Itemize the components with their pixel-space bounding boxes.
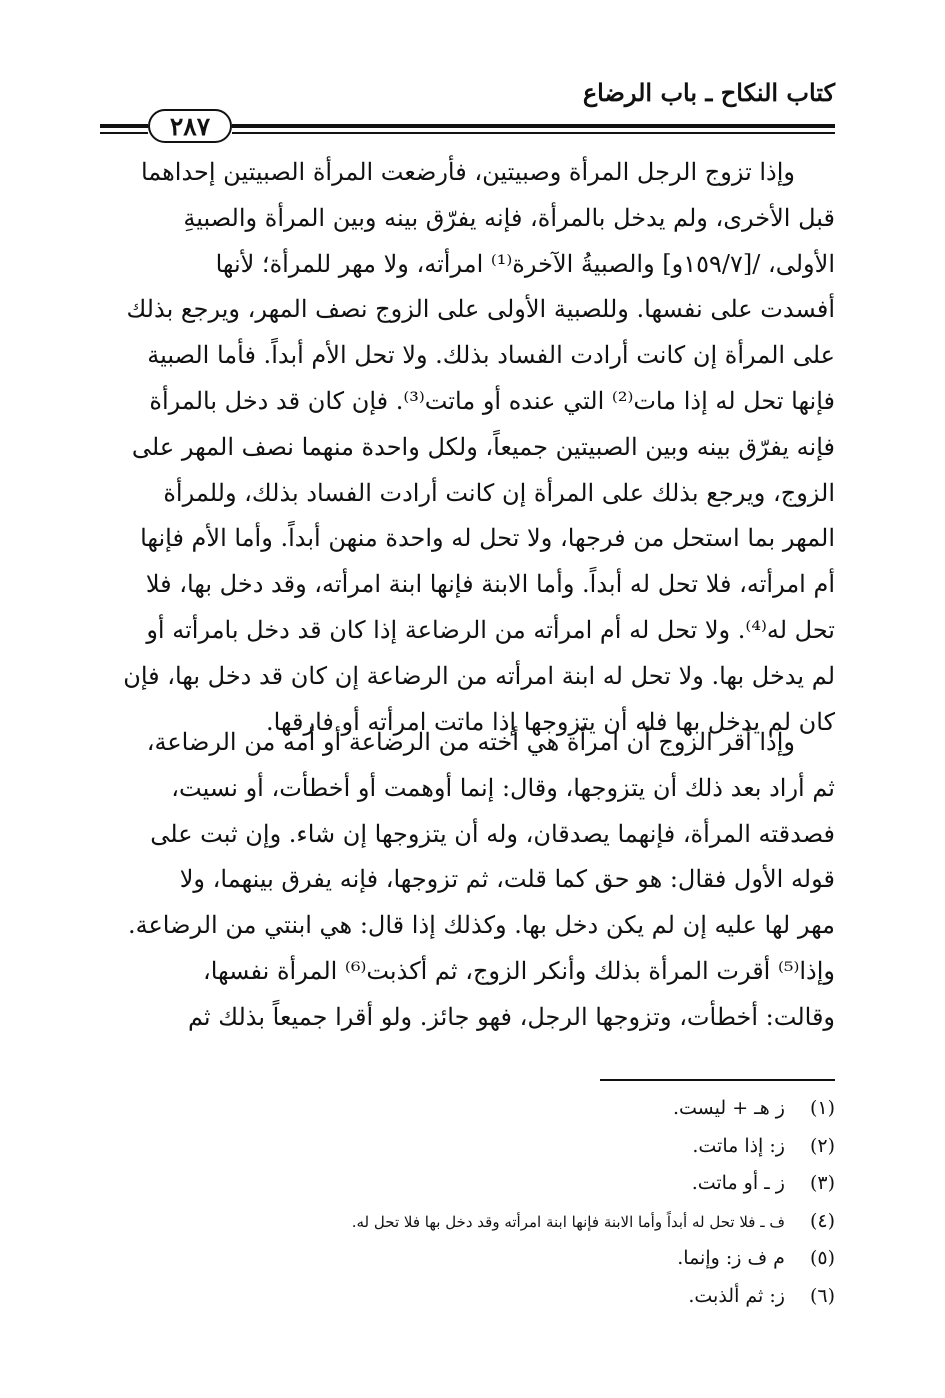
footnote-item [135, 1203, 835, 1241]
footnote-text: ز هـ + ليست. [672, 1097, 785, 1119]
text-line: أفسدت على نفسها. وللصبية الأولى على الزوج نصف المهر، ويرجع بذلك [126, 295, 835, 324]
footnote-separator [600, 1079, 835, 1081]
text-line: قبل الأخرى، ولم يدخل بالمرأة، فإنه يفرّق بينه وبين المرأة والصبيةِ [183, 203, 835, 232]
footnote-number: (١) [809, 1097, 835, 1119]
running-header: كتاب النكاح ـ باب الرضاع [582, 78, 835, 107]
text-line: مهر لها عليه إن لم يكن دخل بها. وكذلك إذا قال: هي ابنتي من الرضاعة. [127, 911, 835, 940]
text-line: فإنه يفرّق بينه وبين الصبيتين جميعاً، ولكل واحدة منهما نصف المهر على [131, 432, 835, 461]
footnote-item [135, 1090, 835, 1128]
header-rule-thin-left [100, 132, 148, 134]
footnote-number: (٣) [809, 1172, 835, 1194]
text-line: وقالت: أخطأت، وتزوجها الرجل، فهو جائز. ولو أقرا جميعاً بذلك ثم [187, 1002, 835, 1031]
text-line: كان لم يدخل بها فله أن يتزوجها إذا ماتت امرأته أو فارقها. [266, 707, 835, 736]
text-line: فإنها تحل له إذا مات⁽²⁾ التي عنده أو ماتت⁽³⁾. فإن كان قد دخل بالمرأة [149, 386, 835, 415]
paragraph-1 [100, 150, 835, 745]
text-line: وإذا أقر الزوج أن امرأة هي أخته من الرضاعة أو أمه من الرضاعة، [146, 728, 795, 756]
footnote-number: (٢) [809, 1134, 835, 1157]
page-number: ٢٨٧ [148, 109, 232, 143]
footnote-item [135, 1165, 835, 1203]
text-line: فصدقته المرأة، فإنهما يصدقان، وله أن يتزوجها إن شاء. وإن ثبت على [150, 819, 835, 848]
text-line: وإذا تزوج الرجل المرأة وصبيتين، فأرضعت المرأة الصبيتين إحداهما [140, 158, 795, 186]
footnote-text: ز ـ أو ماتت. [691, 1172, 785, 1194]
footnote-item [135, 1128, 835, 1166]
text-line: الزوج، ويرجع بذلك على المرأة إن كانت أرادت الفساد بذلك، وللمرأة [163, 478, 835, 507]
footnote-number: (٦) [809, 1284, 835, 1307]
footnote-text: ز: ثم ألذبت. [688, 1284, 785, 1307]
paragraph-2 [100, 720, 835, 1041]
text-line: الأولى، /[١٥٩/٧و] والصبيةُ الآخرة⁽¹⁾ امرأته، ولا مهر للمرأة؛ لأنها [215, 249, 835, 278]
footnote-item [135, 1240, 835, 1278]
text-line: المهر بما استحل من فرجها، ولا تحل له واحدة منهن أبداً. وأما الأم فإنها [140, 524, 835, 553]
footnote-text: ف ـ فلا تحل له أبداً وأما الابنة فإنها ابنة امرأته وقد دخل بها فلا تحل له. [351, 1212, 785, 1231]
header-rule-thick-left [100, 124, 148, 128]
text-line: وإذا⁽⁵⁾ أقرت المرأة بذلك وأنكر الزوج، ثم أكذبت⁽⁶⁾ المرأة نفسها، [202, 956, 835, 985]
footnote-item [135, 1278, 835, 1316]
footnote-text: م ف ز: وإنما. [677, 1247, 785, 1269]
footnote-number: (٤) [809, 1209, 835, 1232]
text-line: لم يدخل بها. ولا تحل له ابنة امرأته من الرضاعة إن كان قد دخل بها، فإن [123, 661, 835, 690]
text-line: قوله الأول فقال: هو حق كما قلت، ثم تزوجها، فإنه يفرق بينهما، ولا [179, 865, 835, 894]
footnote-text: ز: إذا ماتت. [692, 1134, 785, 1157]
text-line: على المرأة إن كانت أرادت الفساد بذلك. ولا تحل الأم أبداً. فأما الصبية [147, 341, 835, 370]
header-rule-thin [232, 132, 835, 134]
text-line: تحل له⁽⁴⁾. ولا تحل له أم امرأته من الرضاعة إذا كان قد دخل بامرأته أو [146, 615, 835, 644]
header-rule-thick [232, 124, 835, 128]
text-line: أم امرأته، فلا تحل له أبداً. وأما الابنة فإنها ابنة امرأته، وقد دخل بها، فلا [145, 570, 835, 599]
footnotes [135, 1090, 835, 1315]
text-line: ثم أراد بعد ذلك أن يتزوجها، وقال: إنما أوهمت أو أخطأت، أو نسيت، [171, 773, 835, 802]
footnote-number: (٥) [809, 1247, 835, 1269]
